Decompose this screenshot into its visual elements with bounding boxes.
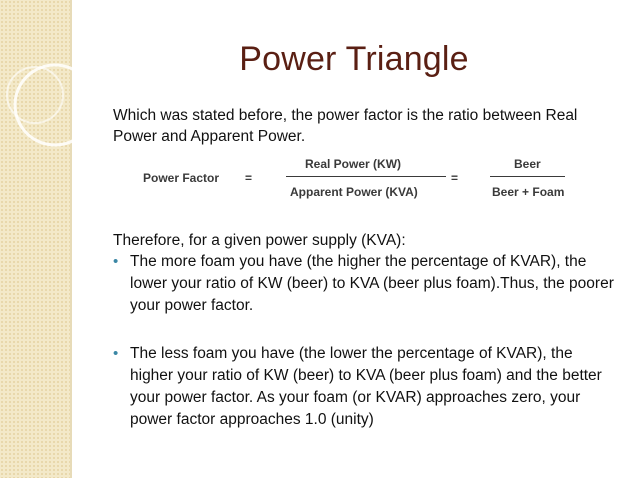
bullet-text: The less foam you have (the lower the percentage of KVAR), the higher your ratio of KW (beer) to KVA (beer plus foam) and the better your power factor. As your foam (or KVAR) approaches zero, your power factor approaches 1.0 (unity) — [130, 345, 602, 428]
bullet-text: The more foam you have (the higher the percentage of KVAR), the lower your ratio of KW (beer) to KVA (beer plus foam).Thus, the poorer your power factor. — [130, 253, 614, 314]
fraction-bar-2 — [490, 176, 565, 177]
bullet-dot-icon: • — [113, 253, 119, 270]
bullet-list — [113, 251, 618, 431]
formula-denominator-1: Apparent Power (KVA) — [290, 185, 418, 199]
bullet-dot-icon: • — [113, 345, 119, 362]
formula-denominator-2: Beer + Foam — [492, 185, 565, 199]
formula-numerator-1: Real Power (KW) — [305, 157, 402, 171]
slide-title: Power Triangle — [239, 40, 469, 78]
intro-paragraph: Which was stated before, the power factor is the ratio between Real Power and Apparent Power. — [113, 107, 578, 145]
therefore-line: Therefore, for a given power supply (KVA): — [113, 232, 406, 249]
formula-lhs: Power Factor — [143, 171, 220, 185]
formula-equals-2: = — [451, 171, 459, 185]
formula-equals-1: = — [245, 171, 253, 185]
list-item — [113, 251, 618, 317]
formula-numerator-2: Beer — [514, 157, 541, 171]
power-factor-formula — [100, 155, 600, 205]
fraction-bar-1 — [286, 176, 446, 177]
list-item — [113, 343, 618, 431]
